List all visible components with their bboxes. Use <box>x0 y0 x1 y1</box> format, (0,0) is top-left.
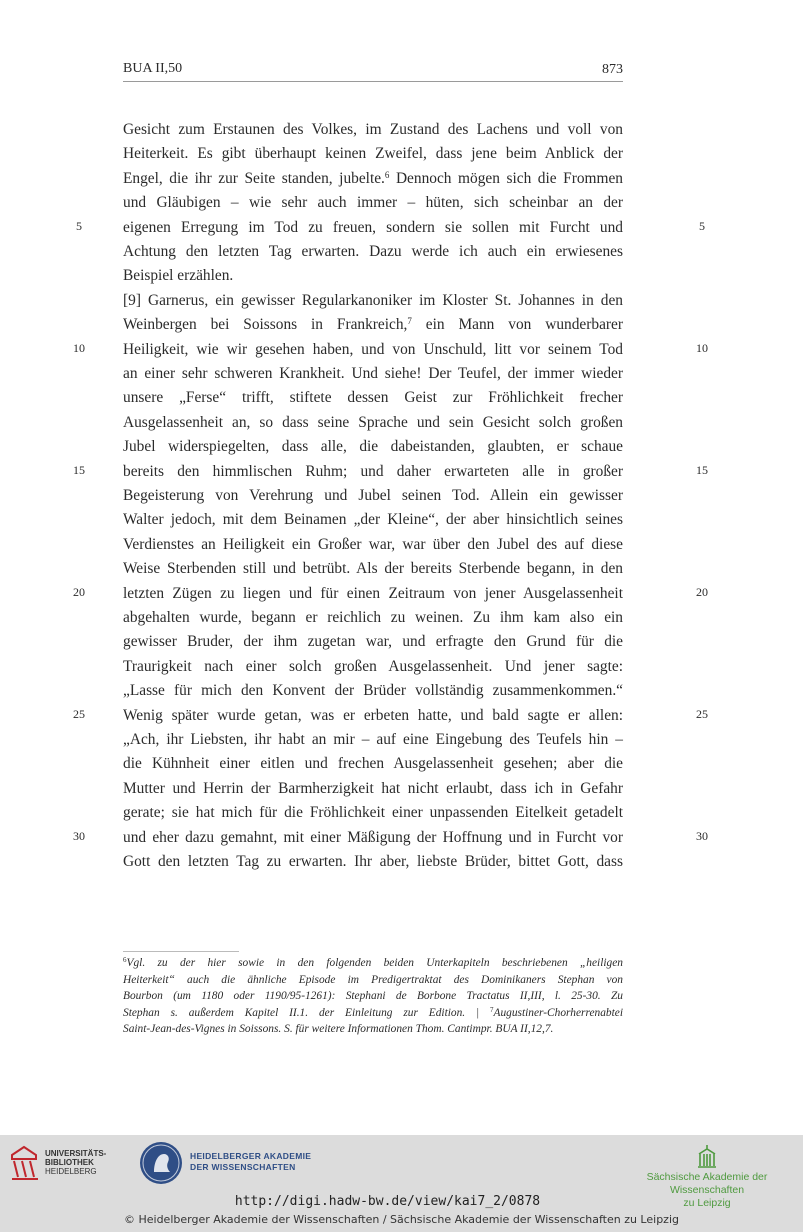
text-line: Engel, die ihr zur Seite standen, jubelte.$^6$ Dennoch mögen sich die Frommen <box>123 169 623 187</box>
text-line: an einer sehr schweren Krankheit. Und siehe! Der Teufel, der immer wieder <box>123 365 623 382</box>
text-line: die Kühnheit einer eitlen und frechen Ausgelassenheit gesehen; aber die <box>123 755 623 773</box>
text-line: Verdienstes an Heiligkeit ein Großer war, war über den Jubel des auf diese <box>123 535 623 553</box>
copyright-notice: © Heidelberger Akademie der Wissenschaften / Sächsische Akademie der Wissenschaften zu Leipzig <box>123 1213 679 1226</box>
line-number: 25 <box>696 707 708 721</box>
text-line: „Lasse für mich den Konvent der Brüder vollständig zusammenkommen.“ <box>123 682 623 700</box>
text-line: Beispiel erzählen. <box>123 267 234 285</box>
footnote-line: Stephan s. außerdem Kapitel II.1. der Einleitung zur Edition. | $^7$Augustiner-Chorherrenabtei <box>123 1005 623 1019</box>
text-line: Weinbergen bei Soissons in Frankreich,$^7$ ein Mann von wunderbarer <box>123 316 623 334</box>
line-number: 5 <box>76 219 82 233</box>
page-number: 873 <box>602 62 623 77</box>
text-line: gerate; sie hat mich für die Fröhlichkeit einer unpassenden Eitelkeit getadelt <box>123 804 623 822</box>
footnote-line: Bourbon (um 1180 oder 1190/95-1261): Stephani de Borbone Tractatus II,III, l. 25-30. Zu <box>123 990 623 1002</box>
text-line: „Ach, ihr Liebsten, ihr habt an mir – auf eine Eingebung des Teufels hin – <box>123 731 623 748</box>
line-number: 25 <box>73 707 85 721</box>
text-line: Achtung den letzten Tag erwarten. Dazu werde ich auch ein erwiesenes <box>123 243 623 260</box>
text-line: eigenen Erregung im Tod zu freuen, sondern sie sollen mit Furcht und <box>123 218 623 236</box>
text-line: [9] Garnerus, ein gewisser Regularkanoniker im Kloster St. Johannes in den <box>123 291 623 309</box>
line-number: 15 <box>696 463 708 477</box>
footnote-marker[interactable]: 6 <box>384 169 390 180</box>
footnote-line: Heiterkeit“ auch die ähnliche Episode im Predigertraktat des Dominikaners Stephan von <box>123 973 623 986</box>
text-line: Weise Sterbenden still und betrübt. Als der bereits Sterbende begann, in den <box>123 560 623 578</box>
text-line: Traurigkeit nach einer solch großen Ausgelassenheit. Und jener sagte: <box>123 657 623 675</box>
footnote-divider <box>123 951 239 952</box>
text-line: Begeisterung von Verehrung und Jubel seinen Tod. Allein ein gewisser <box>123 487 623 504</box>
text-line: Wenig später wurde getan, was er erbeten hatte, und bald sagte er allen: <box>123 706 623 724</box>
text-line: bereits den himmlischen Ruhm; und daher erwarteten alle in großer <box>123 462 623 480</box>
text-line: und eher dazu gemahnt, mit einer Mäßigung der Hoffnung und in Furcht vor <box>123 828 623 846</box>
viewer-footer <box>0 1135 803 1232</box>
running-header <box>123 61 623 82</box>
text-line: Gott den letzten Tag zu erwarten. Ihr aber, liebste Brüder, bittet Gott, dass <box>123 853 623 870</box>
text-line: abgehalten wurde, begann er reichlich zu weinen. Zu ihm kam also ein <box>123 609 623 626</box>
line-number: 5 <box>699 219 705 233</box>
header-citation: BUA II,50 <box>123 61 183 76</box>
text-line: Heiligkeit, wie wir gesehen haben, und von Unschuld, litt vor seinem Tod <box>123 340 623 358</box>
text-line: letzten Zügen zu liegen und für einen Zeitraum von jener Ausgelassenheit <box>123 584 623 602</box>
text-line: und Gläubigen – wie sehr auch immer – hüten, sich scheinbar an der <box>123 194 623 212</box>
footnote-line: $^6$Vgl. zu der hier sowie in den folgenden beiden Unterkapiteln beschriebenen „heiligen <box>123 956 623 969</box>
text-line: Gesicht zum Erstaunen des Volkes, im Zustand des Lachens und voll von <box>123 121 623 138</box>
saxon-academy-logo-icon[interactable] <box>697 1144 717 1168</box>
text-line: Mutter und Herrin der Barmherzigkeit hat nicht erlaubt, dass ich in Gefahr <box>123 779 623 797</box>
line-number: 15 <box>73 463 85 477</box>
footnote-number: 7 <box>490 1005 494 1014</box>
academy-name: HEIDELBERGER AKADEMIE DER WISSENSCHAFTEN <box>190 1151 312 1172</box>
line-number: 10 <box>696 341 708 355</box>
line-number: 30 <box>73 829 85 843</box>
footnote-line: Saint-Jean-des-Vignes in Soissons. S. für weitere Informationen Thom. Cantimpr. BUA II,12,7. <box>123 1023 554 1035</box>
text-line: unsere „Ferse“ trifft, stiftete dessen Geist zur Fröhlichkeit frecher <box>123 389 623 407</box>
university-library-name: UNIVERSITÄTS- BIBLIOTHEK HEIDELBERG <box>45 1149 107 1176</box>
line-number: 20 <box>696 585 708 599</box>
saxon-academy-name: Sächsische Akademie der Wissenschaften zu Leipzig <box>646 1171 768 1209</box>
text-line: Heiterkeit. Es gibt überhaupt keinen Zweifel, dass jene beim Anblick der <box>123 145 623 163</box>
text-line: gewisser Bruder, der ihm zugetan war, und erfragte den Grund für die <box>123 633 623 651</box>
line-number: 20 <box>73 585 85 599</box>
text-line: Jubel widerspiegelten, dass alle, die dabeistanden, glaubten, er schaue <box>123 438 623 456</box>
document-url-link[interactable]: http://digi.hadw-bw.de/view/kai7_2/0878 <box>234 1194 541 1209</box>
text-line: Ausgelassenheit an, so dass seine Sprache und sein Gesicht solch großen <box>123 413 623 431</box>
line-number: 30 <box>696 829 708 843</box>
footnote-number: 6 <box>123 956 127 964</box>
text-line: Walter jedoch, mit dem Beinamen „der Kleine“, der aber hinsichtlich seines <box>123 511 623 529</box>
academy-seal-icon[interactable] <box>140 1142 182 1184</box>
line-number: 10 <box>73 341 85 355</box>
footnote-marker[interactable]: 7 <box>407 316 412 327</box>
